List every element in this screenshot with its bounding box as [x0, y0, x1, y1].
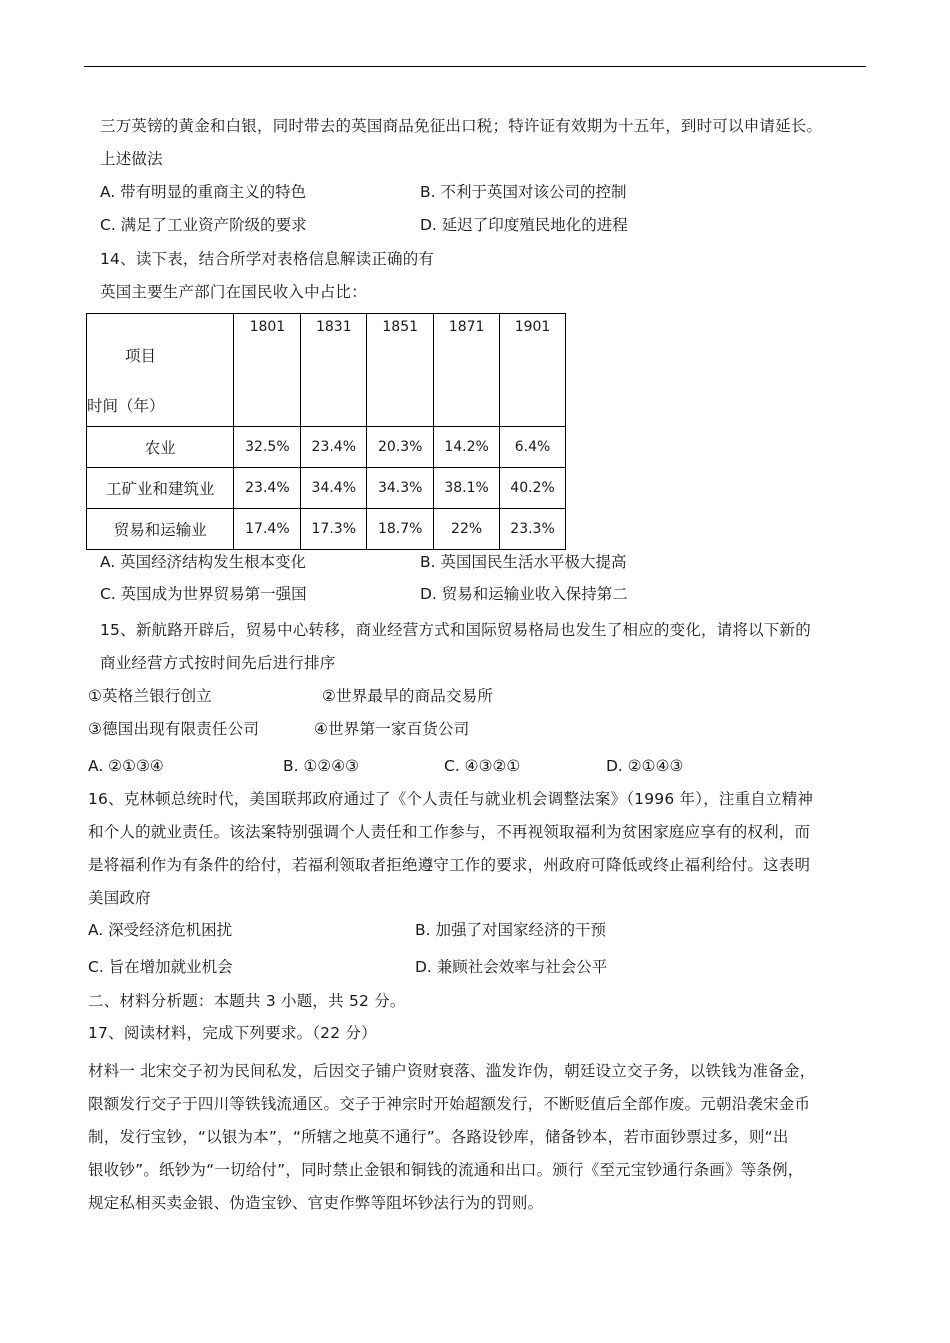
value-cell: 40.2% [500, 468, 566, 509]
table-corner-cell [87, 314, 234, 427]
q13-option-c: C. 满足了工业资产阶级的要求 [100, 216, 307, 234]
q15-option-a: A. ②①③④ [88, 757, 164, 775]
q15-item-2: ②世界最早的商品交易所 [322, 687, 494, 705]
material-1-line3: 制，发行宝钞，“以银为本”，“所辖之地莫不通行”。各路设钞库，储备钞本，若市面钞票过多，则“出 [88, 1128, 789, 1146]
value-cell: 20.3% [367, 427, 434, 468]
q14-option-d: D. 贸易和运输业收入保持第二 [420, 585, 628, 603]
q15-item-3: ③德国出现有限责任公司 [88, 720, 260, 738]
q15-item-4: ④世界第一家百货公司 [314, 720, 470, 738]
value-cell: 38.1% [434, 468, 500, 509]
table-header-row [87, 314, 566, 427]
material-1-line5: 规定私相买卖金银、伪造宝钞、官吏作弊等阻坏钞法行为的罚则。 [88, 1194, 544, 1212]
table-row [87, 468, 566, 509]
value-cell: 23.4% [301, 427, 367, 468]
q13-option-d: D. 延迟了印度殖民地化的进程 [420, 216, 628, 234]
year-cell: 1801 [234, 314, 301, 427]
value-cell: 23.3% [500, 509, 566, 550]
q15-stem-line2: 商业经营方式按时间先后进行排序 [100, 654, 336, 672]
section-2-heading: 二、材料分析题：本题共 3 小题，共 52 分。 [88, 992, 406, 1010]
q17-stem: 17、阅读材料，完成下列要求。（22 分） [88, 1024, 377, 1042]
value-cell: 34.4% [301, 468, 367, 509]
value-cell: 14.2% [434, 427, 500, 468]
table-row [87, 427, 566, 468]
value-cell: 18.7% [367, 509, 434, 550]
header-time-label: 时间（年） [87, 397, 165, 415]
q13-option-b: B. 不利于英国对该公司的控制 [420, 183, 627, 201]
q16-stem-line1: 16、克林顿总统时代，美国联邦政府通过了《个人责任与就业机会调整法案》（1996 年），注重自立精神 [88, 790, 814, 808]
year-cell: 1831 [301, 314, 367, 427]
q15-option-c: C. ④③②① [444, 757, 521, 775]
q16-stem-line3: 是将福利作为有条件的给付，若福利领取者拒绝遵守工作的要求，州政府可降低或终止福利给付。这表明 [88, 856, 811, 874]
q14-option-b: B. 英国国民生活水平极大提高 [420, 553, 627, 571]
q14-option-a: A. 英国经济结构发生根本变化 [100, 553, 307, 571]
q16-option-b: B. 加强了对国家经济的干预 [415, 921, 606, 939]
header-item-label: 项目 [125, 347, 157, 365]
value-cell: 22% [434, 509, 500, 550]
row-label: 贸易和运输业 [87, 509, 234, 550]
q16-option-a: A. 深受经济危机困扰 [88, 921, 233, 939]
value-cell: 34.3% [367, 468, 434, 509]
q15-item-1: ①英格兰银行创立 [88, 687, 212, 705]
material-1-line1: 材料一 北宋交子初为民间私发，后因交子铺户资财衰落、滥发诈伪，朝廷设立交子务，以铁钱为准备金， [88, 1062, 816, 1080]
q15-option-d: D. ②①④③ [606, 757, 684, 775]
value-cell: 32.5% [234, 427, 301, 468]
q16-option-d: D. 兼顾社会效率与社会公平 [415, 958, 608, 976]
q16-option-c: C. 旨在增加就业机会 [88, 958, 233, 976]
q16-stem-line2: 和个人的就业责任。该法案特别强调个人责任和工作参与，不再视领取福利为贫困家庭应享有的权利，而 [88, 823, 811, 841]
table-caption: 英国主要生产部门在国民收入中占比： [100, 283, 367, 301]
q13-stem-line1: 三万英镑的黄金和白银，同时带去的英国商品免征出口税；特许证有效期为十五年，到时可以申请延长。 [100, 117, 823, 135]
value-cell: 23.4% [234, 468, 301, 509]
q13-stem-line2: 上述做法 [100, 150, 163, 168]
q13-option-a: A. 带有明显的重商主义的特色 [100, 183, 307, 201]
row-label: 农业 [87, 427, 234, 468]
q15-stem-line1: 15、新航路开辟后，贸易中心转移，商业经营方式和国际贸易格局也发生了相应的变化，请将以下新的 [100, 621, 811, 639]
q14-stem: 14、读下表，结合所学对表格信息解读正确的有 [100, 250, 435, 268]
row-label: 工矿业和建筑业 [87, 468, 234, 509]
value-cell: 17.3% [301, 509, 367, 550]
year-cell: 1871 [434, 314, 500, 427]
value-cell: 6.4% [500, 427, 566, 468]
year-cell: 1901 [500, 314, 566, 427]
q14-option-c: C. 英国成为世界贸易第一强国 [100, 585, 307, 603]
year-cell: 1851 [367, 314, 434, 427]
value-cell: 17.4% [234, 509, 301, 550]
table-row [87, 509, 566, 550]
header-rule [84, 66, 866, 67]
q16-stem-line4: 美国政府 [88, 889, 151, 907]
q15-option-b: B. ①②④③ [283, 757, 360, 775]
material-1-line2: 限额发行交子于四川等铁钱流通区。交子于神宗时开始超额发行，不断贬值后全部作废。元朝沿袭宋金币 [88, 1095, 811, 1113]
material-1-line4: 银收钞”。纸钞为“一切给付”，同时禁止金银和铜钱的流通和出口。颁行《至元宝钞通行条画》等条例， [88, 1161, 804, 1179]
income-share-table [86, 313, 566, 550]
